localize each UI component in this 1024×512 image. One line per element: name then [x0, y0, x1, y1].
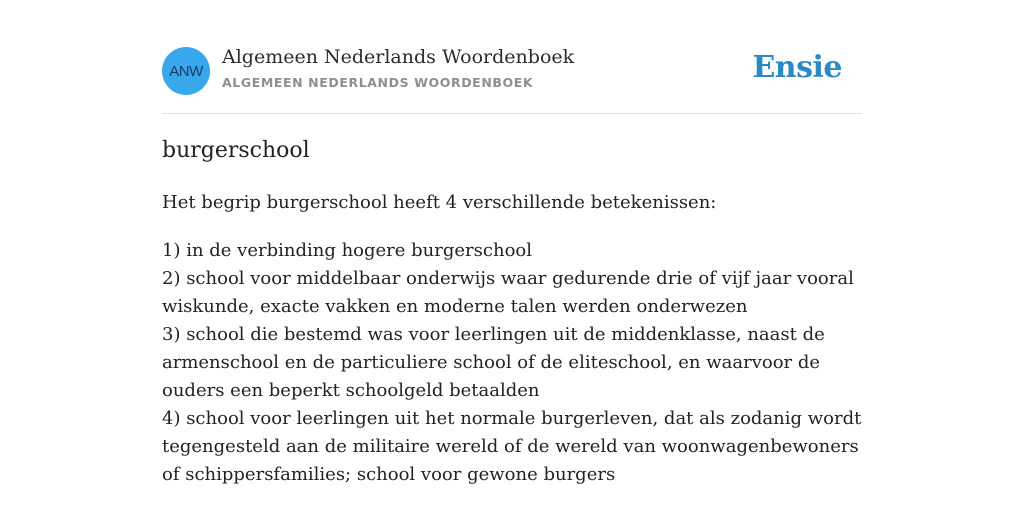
entry-word: burgerschool — [162, 138, 310, 163]
meaning-item: 4) school voor leerlingen uit het normale burgerleven, dat als zodanig wordt tegengesteld aan de militaire wereld of de wereld van woonwagenbewoners of schippersfamilies; school voor gewone burgers — [162, 408, 862, 485]
dictionary-subtitle: ALGEMEEN NEDERLANDS WOORDENBOEK — [222, 75, 534, 90]
meaning-item: 1) in de verbinding hogere burgerschool — [162, 240, 533, 261]
anw-logo[interactable] — [162, 47, 210, 95]
meaning-item: 3) school die bestemd was voor leerlingen uit de middenklasse, naast de armenschool en de particuliere school of de eliteschool, en waarvoor de ouders een beperkt schoolgeld betaalden — [162, 324, 825, 401]
meanings-list — [162, 237, 862, 489]
dictionary-header — [162, 46, 862, 96]
header-divider — [162, 113, 862, 114]
meaning-item: 2) school voor middelbaar onderwijs waar gedurende drie of vijf jaar vooral wiskunde, exacte vakken en moderne talen werden onderwezen — [162, 268, 854, 317]
entry-intro: Het begrip burgerschool heeft 4 verschillende betekenissen: — [162, 192, 717, 213]
logo-text: ANW — [169, 62, 203, 80]
ensie-brand-logo[interactable]: Ensie — [752, 50, 842, 85]
dictionary-title[interactable]: Algemeen Nederlands Woordenboek — [222, 46, 575, 68]
entry-card — [162, 0, 862, 512]
